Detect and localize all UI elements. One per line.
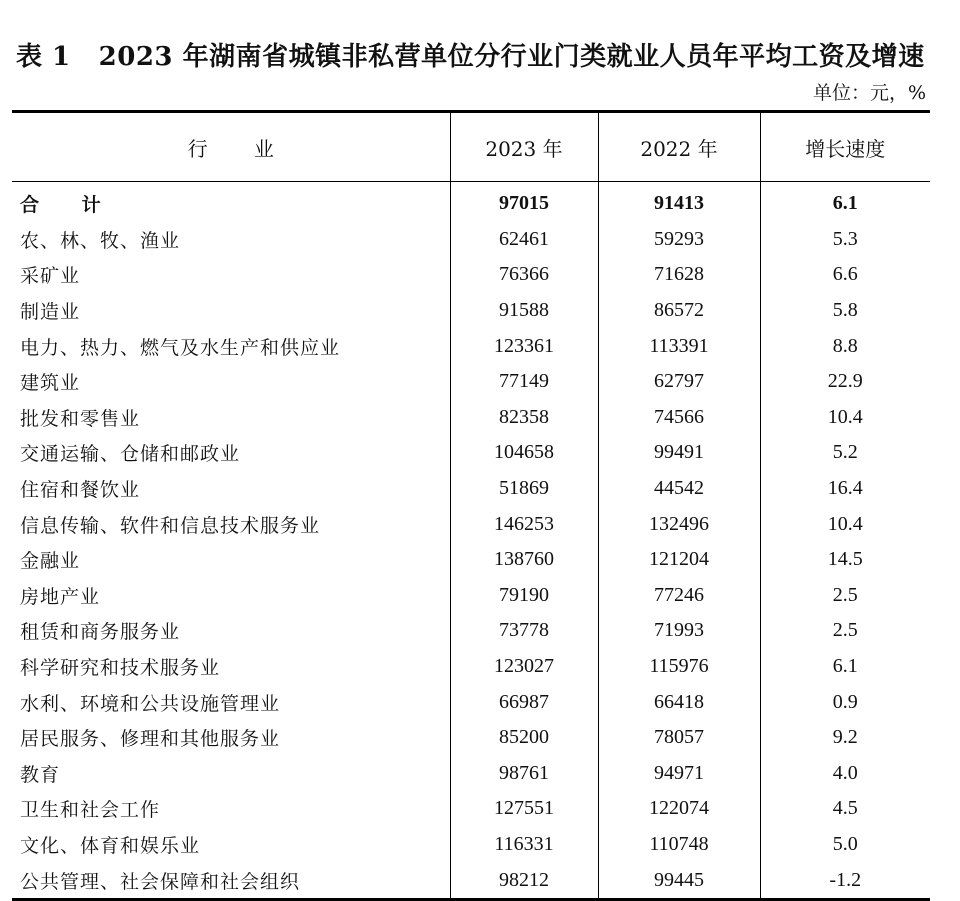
table-number: 表 1 xyxy=(16,42,71,72)
table-row xyxy=(12,471,930,507)
industry-cell: 合 计 xyxy=(12,182,450,222)
wage-2023-cell: 79190 xyxy=(450,578,598,614)
industry-cell: 建筑业 xyxy=(12,364,450,400)
table-row xyxy=(12,506,930,542)
table-row xyxy=(12,222,930,258)
growth-rate-cell: 6.6 xyxy=(832,263,858,286)
wage-2022-cell: 59293 xyxy=(598,222,760,258)
header-growth: 增长速度 xyxy=(760,112,930,182)
table-row xyxy=(12,364,930,400)
wage-table xyxy=(12,110,930,901)
wage-2023-cell: 98212 xyxy=(450,862,598,899)
industry-cell: 采矿业 xyxy=(12,257,450,293)
industry-cell: 教育 xyxy=(12,756,450,792)
industry-cell: 居民服务、修理和其他服务业 xyxy=(12,720,450,756)
table-row xyxy=(12,328,930,364)
wage-2022-cell: 78057 xyxy=(598,720,760,756)
table-title xyxy=(16,36,946,73)
table-row xyxy=(12,756,930,792)
wage-2023-cell: 138760 xyxy=(450,542,598,578)
wage-2023-cell: 146253 xyxy=(450,506,598,542)
growth-rate-cell: 6.1 xyxy=(832,192,858,215)
wage-2022-cell: 66418 xyxy=(598,684,760,720)
growth-rate-cell: 10.4 xyxy=(827,405,863,428)
industry-cell: 住宿和餐饮业 xyxy=(12,471,450,507)
wage-2022-cell: 77246 xyxy=(598,578,760,614)
industry-cell: 批发和零售业 xyxy=(12,400,450,436)
header-industry: 行 业 xyxy=(12,112,450,182)
wage-2022-cell: 91413 xyxy=(598,182,760,222)
wage-2022-cell: 132496 xyxy=(598,506,760,542)
growth-rate-cell: 6.1 xyxy=(832,655,858,678)
wage-2022-cell: 62797 xyxy=(598,364,760,400)
table-row xyxy=(12,649,930,685)
table-row xyxy=(12,400,930,436)
growth-rate-cell: 10.4 xyxy=(827,512,863,535)
header-2023: 2023 年 xyxy=(450,112,598,182)
header-row xyxy=(12,112,930,182)
growth-rate-cell: 4.0 xyxy=(832,761,858,784)
table-row xyxy=(12,827,930,863)
growth-rate-cell: 9.2 xyxy=(832,726,858,749)
table-row xyxy=(12,578,930,614)
wage-2023-cell: 91588 xyxy=(450,293,598,329)
growth-rate-cell: 2.5 xyxy=(832,583,858,606)
header-2022: 2022 年 xyxy=(598,112,760,182)
industry-cell: 房地产业 xyxy=(12,578,450,614)
wage-2023-cell: 77149 xyxy=(450,364,598,400)
growth-rate-cell: 22.9 xyxy=(827,370,863,393)
table-row xyxy=(12,862,930,899)
table-row xyxy=(12,257,930,293)
growth-rate-cell: 5.2 xyxy=(832,441,858,464)
growth-rate-cell: 5.0 xyxy=(832,832,858,855)
industry-cell: 农、林、牧、渔业 xyxy=(12,222,450,258)
wage-2022-cell: 99491 xyxy=(598,435,760,471)
wage-2022-cell: 71993 xyxy=(598,613,760,649)
industry-cell: 交通运输、仓储和邮政业 xyxy=(12,435,450,471)
table-row xyxy=(12,613,930,649)
growth-rate-cell: 5.3 xyxy=(832,227,858,250)
industry-cell: 科学研究和技术服务业 xyxy=(12,649,450,685)
table-row xyxy=(12,684,930,720)
wage-2023-cell: 62461 xyxy=(450,222,598,258)
industry-cell: 卫生和社会工作 xyxy=(12,791,450,827)
table-row xyxy=(12,293,930,329)
industry-cell: 电力、热力、燃气及水生产和供应业 xyxy=(12,328,450,364)
industry-cell: 金融业 xyxy=(12,542,450,578)
industry-cell: 文化、体育和娱乐业 xyxy=(12,827,450,863)
wage-2023-cell: 97015 xyxy=(450,182,598,222)
wage-2023-cell: 51869 xyxy=(450,471,598,507)
total-row xyxy=(12,182,930,222)
wage-2022-cell: 110748 xyxy=(598,827,760,863)
wage-2023-cell: 116331 xyxy=(450,827,598,863)
industry-cell: 租赁和商务服务业 xyxy=(12,613,450,649)
wage-2022-cell: 86572 xyxy=(598,293,760,329)
growth-rate-cell: 4.5 xyxy=(832,797,858,820)
wage-2022-cell: 44542 xyxy=(598,471,760,507)
wage-2022-cell: 94971 xyxy=(598,756,760,792)
wage-2023-cell: 104658 xyxy=(450,435,598,471)
industry-cell: 信息传输、软件和信息技术服务业 xyxy=(12,506,450,542)
industry-cell: 公共管理、社会保障和社会组织 xyxy=(12,862,450,899)
industry-cell: 水利、环境和公共设施管理业 xyxy=(12,684,450,720)
wage-2022-cell: 99445 xyxy=(598,862,760,899)
wage-2023-cell: 123027 xyxy=(450,649,598,685)
table-row xyxy=(12,720,930,756)
wage-2023-cell: 123361 xyxy=(450,328,598,364)
industry-cell: 制造业 xyxy=(12,293,450,329)
wage-2023-cell: 127551 xyxy=(450,791,598,827)
wage-2022-cell: 122074 xyxy=(598,791,760,827)
growth-rate-cell: -1.2 xyxy=(760,862,930,899)
growth-rate-cell: 5.8 xyxy=(832,299,858,322)
unit-label: 单位：元，% xyxy=(812,82,926,104)
wage-2022-cell: 115976 xyxy=(598,649,760,685)
growth-rate-cell: 14.5 xyxy=(827,548,863,571)
table-title-text: 2023 年湖南省城镇非私营单位分行业门类就业人员年平均工资及增速 xyxy=(98,42,925,72)
table-row xyxy=(12,435,930,471)
wage-2023-cell: 76366 xyxy=(450,257,598,293)
wage-2022-cell: 71628 xyxy=(598,257,760,293)
wage-2022-cell: 74566 xyxy=(598,400,760,436)
table-row xyxy=(12,542,930,578)
growth-rate-cell: 8.8 xyxy=(832,334,858,357)
table-row xyxy=(12,791,930,827)
growth-rate-cell: 16.4 xyxy=(827,477,863,500)
wage-2022-cell: 113391 xyxy=(598,328,760,364)
growth-rate-cell: 2.5 xyxy=(832,619,858,642)
wage-2023-cell: 82358 xyxy=(450,400,598,436)
growth-rate-cell: 0.9 xyxy=(832,690,858,713)
wage-2022-cell: 121204 xyxy=(598,542,760,578)
wage-2023-cell: 98761 xyxy=(450,756,598,792)
wage-2023-cell: 66987 xyxy=(450,684,598,720)
wage-2023-cell: 73778 xyxy=(450,613,598,649)
wage-2023-cell: 85200 xyxy=(450,720,598,756)
